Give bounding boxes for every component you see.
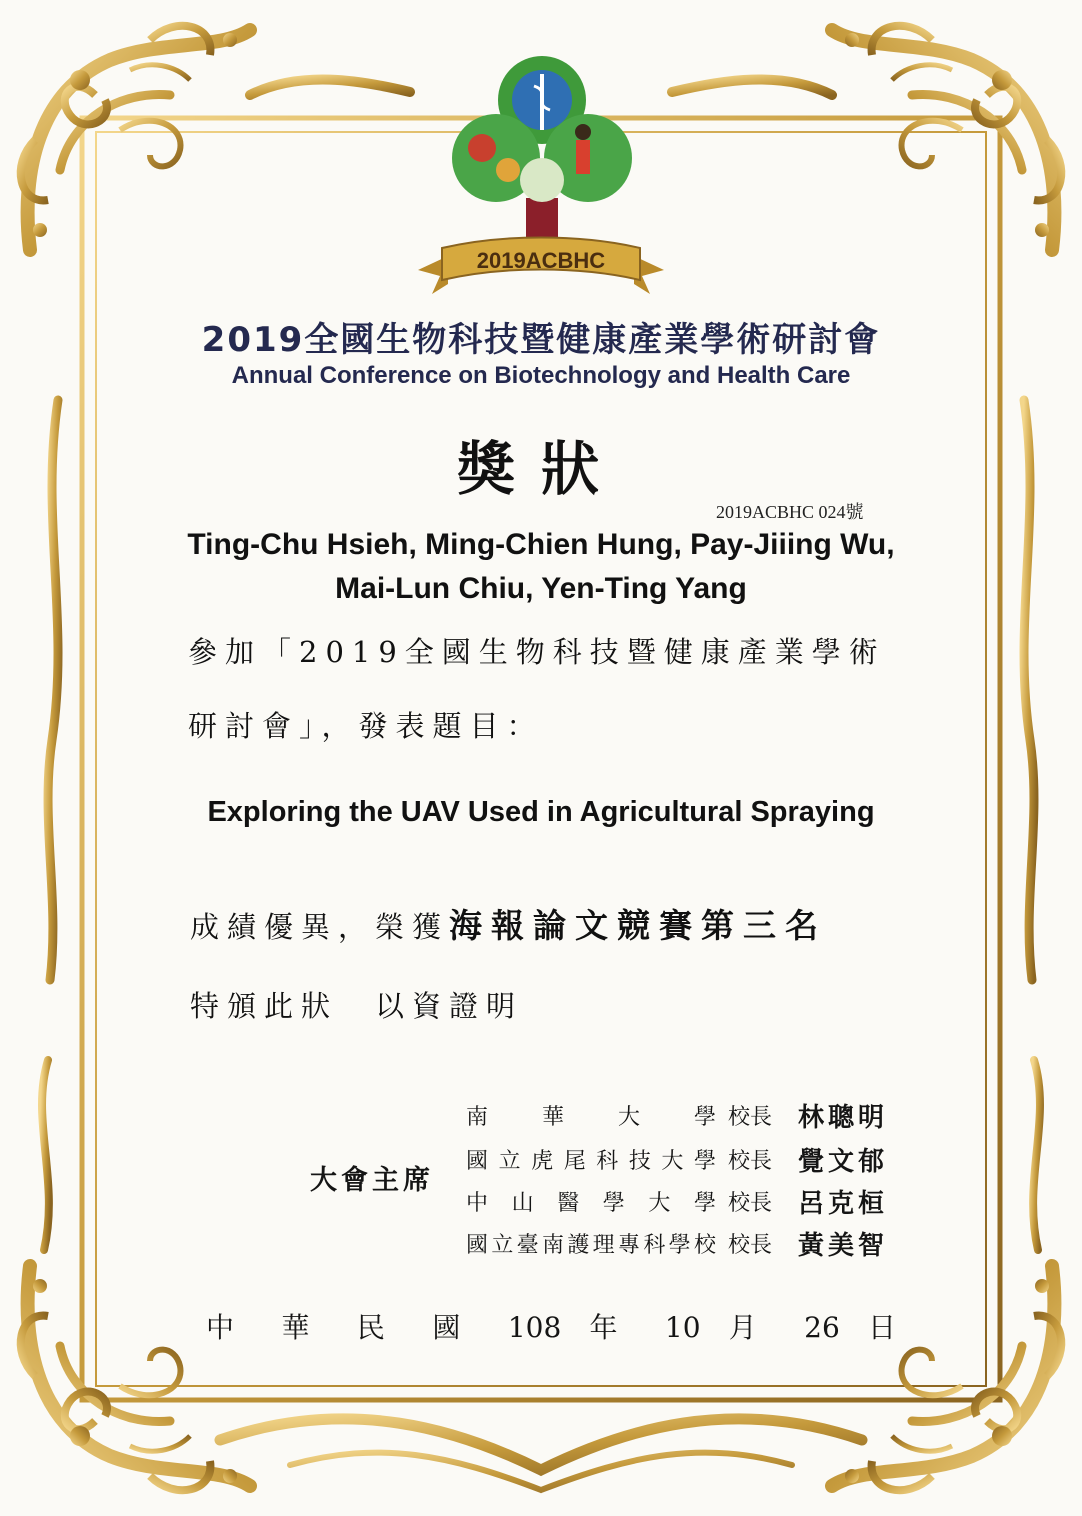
date-part: 華: [281, 1311, 329, 1344]
certificate-title: 獎狀: [456, 435, 625, 503]
signatory-title: 校長: [728, 1105, 773, 1130]
signatory-title: 校長: [728, 1149, 773, 1174]
conference-logo: [412, 48, 670, 296]
body-line-2: 研討會」，發表題目：: [188, 709, 544, 743]
signatory-row: [466, 1186, 896, 1224]
signatory-row: [466, 1100, 896, 1138]
recipients-line-2: Mai-Lun Chiu, Yen-Ting Yang: [335, 572, 747, 605]
date-part: 日: [867, 1311, 896, 1344]
signatory-org: 南華大學: [466, 1105, 716, 1130]
paper-title: Exploring the UAV Used in Agricultural Spraying: [207, 796, 875, 828]
date-day: 26: [804, 1311, 840, 1344]
signatory-name: 林聰明: [798, 1103, 889, 1133]
signatory-org: 國立虎尾科技大學: [466, 1149, 716, 1174]
chair-label: 大會主席: [310, 1165, 434, 1196]
date-year: 108: [507, 1311, 562, 1344]
date-part: 月: [728, 1311, 776, 1344]
signatory-name: 呂克桓: [798, 1189, 889, 1219]
signatory-name: 黃美智: [798, 1231, 889, 1261]
date-part: 年: [589, 1311, 637, 1344]
date-month: 10: [664, 1311, 701, 1344]
signatory-title: 校長: [728, 1233, 773, 1258]
signatory-name: 覺文郁: [798, 1147, 889, 1177]
date-part: 中: [206, 1311, 254, 1344]
award-name: 海報論文競賽第三名: [449, 906, 828, 945]
signatory-org: 國立臺南護理專科學校: [466, 1233, 716, 1258]
date-part: 民: [356, 1311, 405, 1344]
signatory-title: 校長: [728, 1191, 773, 1216]
issue-date: [206, 1306, 896, 1346]
certificate-number: 2019ACBHC 024號: [716, 502, 864, 522]
signatory-org: 中山醫學大學: [466, 1191, 716, 1216]
body-line-1: 參加「2019全國生物科技暨健康產業學術: [188, 635, 886, 669]
conference-title-en: Annual Conference on Biotechnology and Health Care: [231, 362, 851, 389]
logo-banner-text: 2019ACBHC: [476, 248, 606, 273]
recipients-line-1: Ting-Chu Hsieh, Ming-Chien Hung, Pay-Jiiing Wu,: [187, 528, 895, 561]
signatory-row: [466, 1228, 896, 1266]
signatory-row: [466, 1144, 896, 1182]
result-prefix: 成績優異，榮獲: [190, 910, 450, 944]
date-part: 國: [432, 1311, 480, 1344]
result-line: [190, 900, 827, 947]
conference-title-zh: 2019全國生物科技暨健康產業學術研討會: [201, 320, 881, 360]
closing-line: 特頒此狀 以資證明: [190, 989, 524, 1023]
